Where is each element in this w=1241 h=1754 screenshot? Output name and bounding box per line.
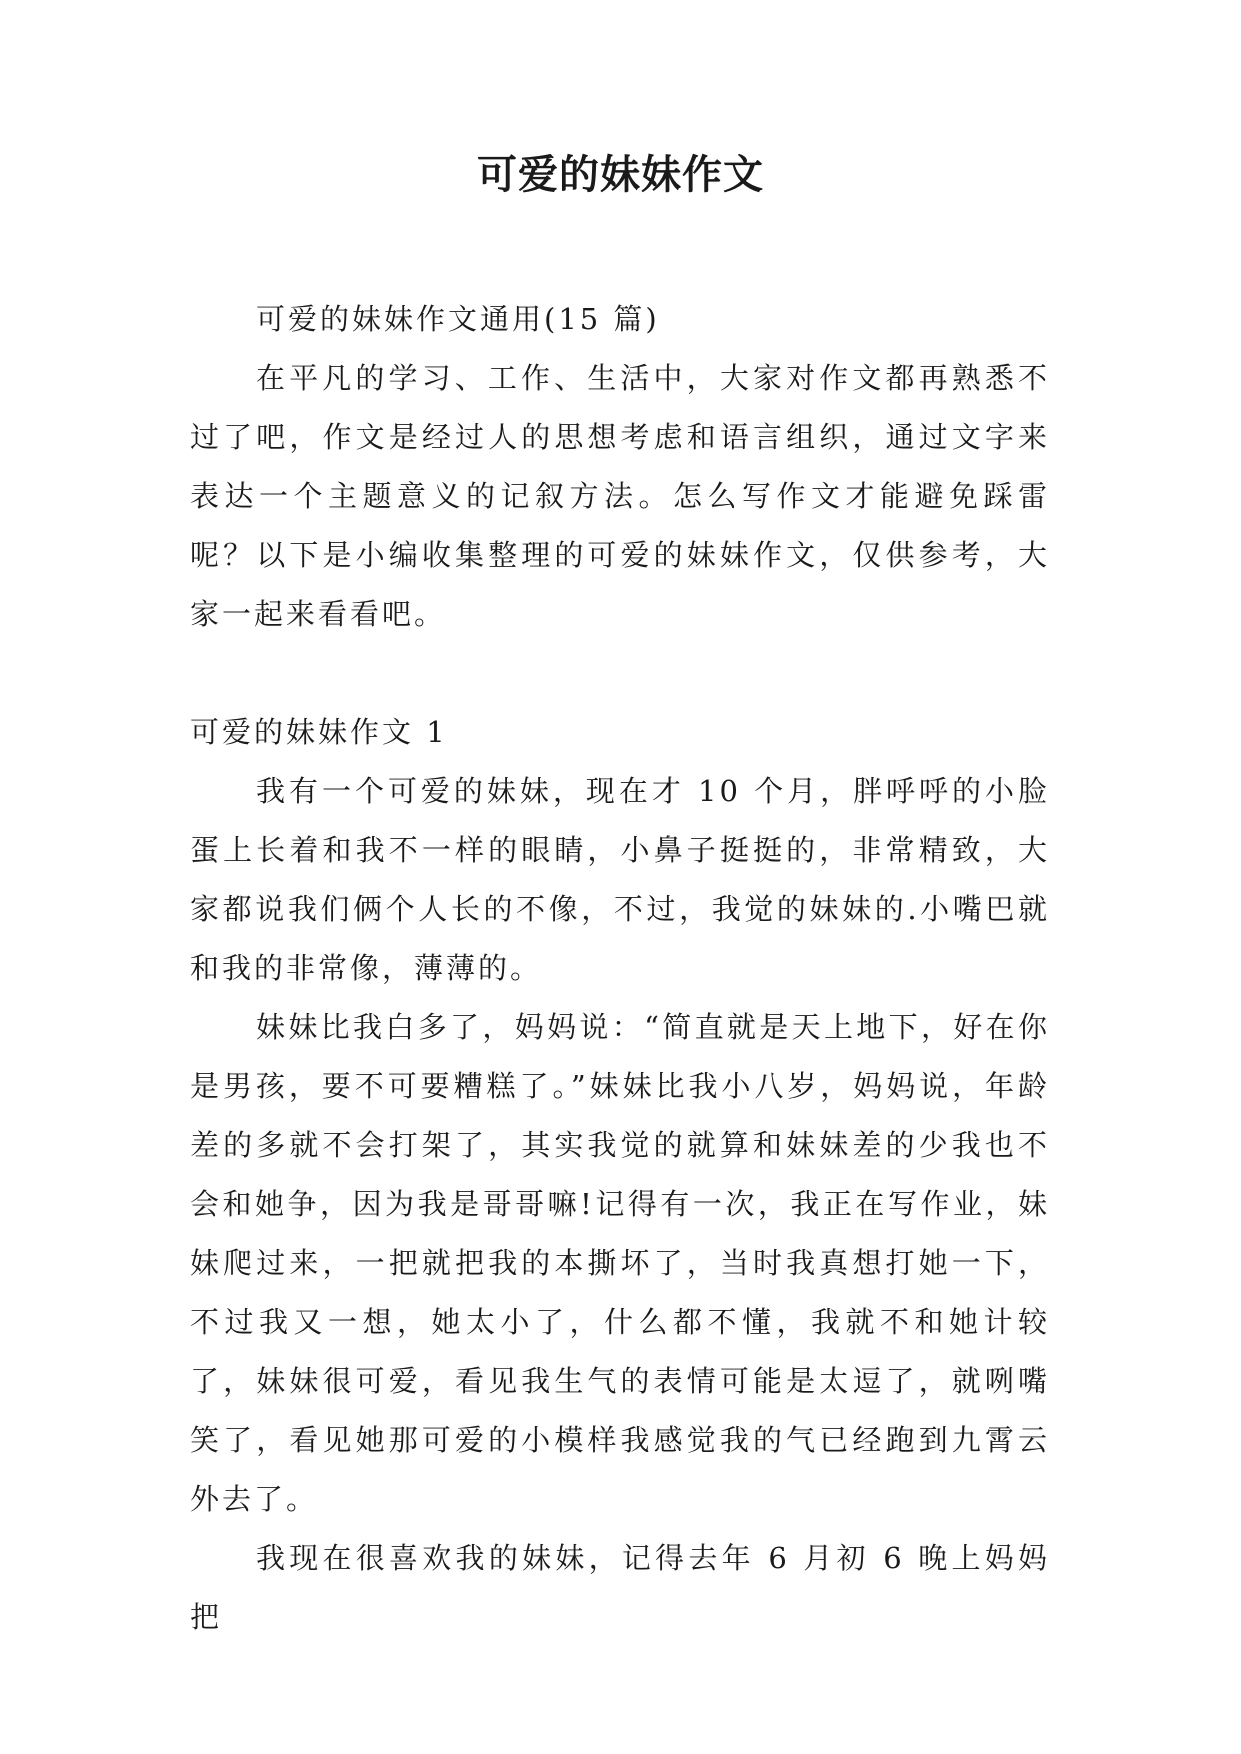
document-subtitle: 可爱的妹妹作文通用(15 篇) — [256, 302, 660, 336]
section-heading: 可爱的妹妹作文 1 — [190, 715, 448, 749]
body-paragraph: 我现在很喜欢我的妹妹，记得去年 6 月初 6 晚上妈妈把 — [190, 1541, 1050, 1634]
body-paragraph: 妹妹比我白多了，妈妈说：“简直就是天上地下，好在你是男孩，要不可要糟糕了。”妹妹比我小八岁，妈妈说，年龄差的多就不会打架了，其实我觉的就算和妹妹差的少我也不会和她争，因为我是哥哥嘛!记得有一次，我正在写作业，妹妹爬过来，一把就把我的本撕坏了，当时我真想打她一下，不过我又一想，她太小了，什么都不懂，我就不和她计较了，妹妹很可爱，看见我生气的表情可能是太逗了，就咧嘴笑了，看见她那可爱的小模样我感觉我的气已经跑到九霄云外去了。 — [190, 1010, 1050, 1516]
document-title: 可爱的妹妹作文 — [477, 152, 764, 198]
body-paragraph: 我有一个可爱的妹妹，现在才 10 个月，胖呼呼的小脸蛋上长着和我不一样的眼睛，小鼻子挺挺的，非常精致，大家都说我们俩个人长的不像，不过，我觉的妹妹的.小嘴巴就和我的非常像，薄薄的。 — [190, 774, 1050, 985]
document-body — [190, 290, 1050, 1647]
intro-paragraph: 在平凡的学习、工作、生活中，大家对作文都再熟悉不过了吧，作文是经过人的思想考虑和语言组织，通过文字来表达一个主题意义的记叙方法。怎么写作文才能避免踩雷呢？以下是小编收集整理的可爱的妹妹作文，仅供参考，大家一起来看看吧。 — [190, 361, 1050, 631]
section-spacer — [190, 644, 1050, 703]
